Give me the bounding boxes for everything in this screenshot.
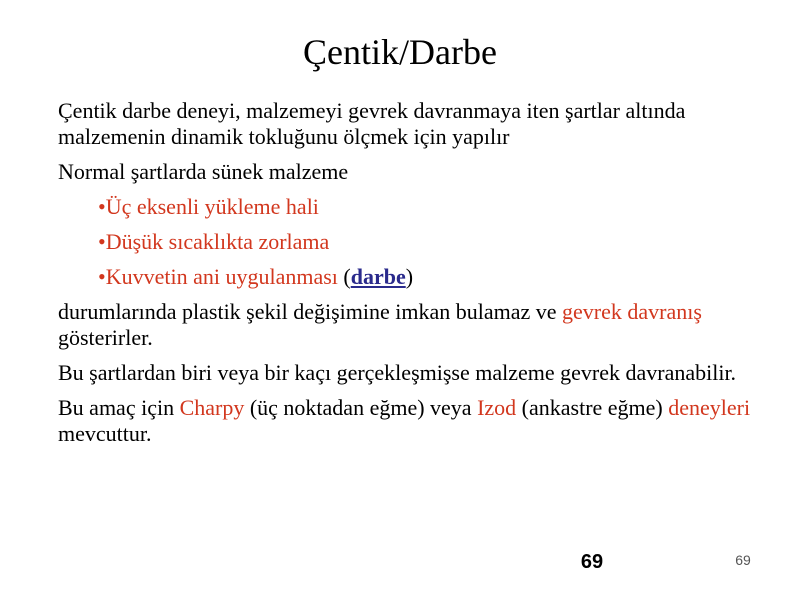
text-segment: mevcuttur.	[58, 421, 152, 446]
paragraph-intro: Çentik darbe deneyi, malzemeyi gevrek davranmaya iten şartlar altında malzemenin dinamik tokluğunu ölçmek için yapılır	[58, 98, 686, 149]
text-segment: gösterirler.	[58, 325, 153, 350]
page-number-right: 69	[735, 552, 751, 568]
paragraph-tests	[58, 395, 758, 447]
slide-title: Çentik/Darbe	[303, 32, 497, 72]
text-segment: (ankastre eğme)	[516, 395, 669, 420]
paragraph-normal-conditions: Normal şartlarda sünek malzeme	[58, 159, 349, 184]
text-segment: (üç noktadan eğme) veya	[244, 395, 478, 420]
bullet-low-temperature: •Düşük sıcaklıkta zorlama	[98, 229, 330, 254]
bullet-sudden-force	[98, 264, 758, 290]
bullet-sudden-force-text: •Kuvvetin ani uygulanması	[98, 264, 338, 289]
highlight-izod: Izod	[477, 395, 517, 420]
highlight-brittle-behavior: gevrek davranış	[562, 299, 702, 324]
text-segment: durumlarında plastik şekil değişimine imkan bulamaz ve	[58, 299, 563, 324]
page-number-center: 69	[580, 551, 604, 573]
highlight-tests: deneyleri	[668, 395, 751, 420]
paragraph-conditions: Bu şartlardan biri veya bir kaçı gerçekleşmişse malzeme gevrek davranabilir.	[58, 360, 737, 385]
paren-close: )	[405, 264, 414, 289]
paragraph-brittle-behavior	[58, 299, 758, 351]
highlight-charpy: Charpy	[179, 395, 245, 420]
paren-open: (	[337, 264, 351, 289]
text-segment: Bu amaç için	[58, 395, 180, 420]
bullet-triaxial-loading: •Üç eksenli yükleme hali	[98, 194, 319, 219]
slide-body	[58, 98, 758, 456]
darbe-link[interactable]: darbe	[350, 264, 406, 289]
